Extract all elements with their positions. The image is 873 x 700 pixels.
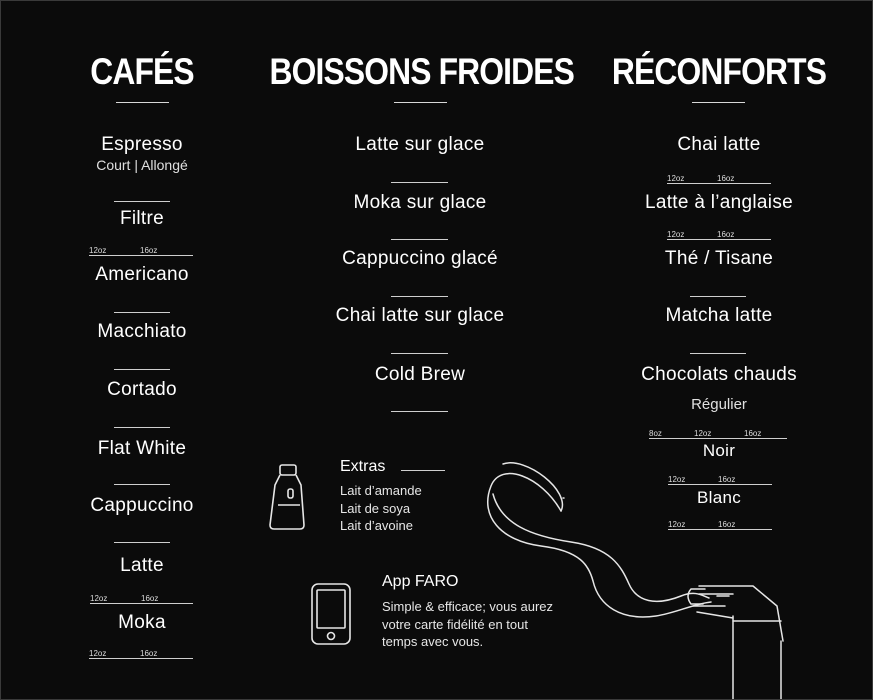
- menu-item-macchiato: Macchiato: [97, 321, 187, 342]
- menu-item-americano: Americano: [95, 264, 189, 285]
- divider: [391, 296, 448, 297]
- menu-item-espresso: Espresso: [101, 134, 183, 155]
- extras-title: Extras: [340, 458, 386, 475]
- menu-item-latte: Latte: [120, 555, 164, 576]
- heading-reconforts: RÉCONFORTS: [611, 51, 827, 92]
- menu-item-cortado: Cortado: [107, 379, 177, 400]
- size-label: 16oz: [718, 520, 736, 529]
- size-options: [667, 174, 771, 184]
- heading-underline: [692, 102, 745, 103]
- size-line: [649, 438, 787, 439]
- menu-item-blanc: Blanc: [696, 488, 742, 507]
- size-label: 16oz: [717, 174, 735, 183]
- size-label: 16oz: [141, 594, 159, 603]
- app-description-line: votre carte fidélité en tout: [382, 617, 528, 632]
- menu-item-the-tisane: Thé / Tisane: [664, 248, 774, 269]
- menu-item-chocolats-chauds: Chocolats chauds: [641, 364, 797, 385]
- size-label: 12oz: [668, 520, 686, 529]
- divider: [114, 542, 170, 543]
- heading-boissons-froides: BOISSONS FROIDES: [269, 51, 574, 92]
- menu-item-subtitle: Court | Allongé: [96, 157, 188, 173]
- app-description-line: temps avec vous.: [382, 634, 484, 649]
- menu-item-moka: Moka: [118, 612, 166, 633]
- size-label: 16oz: [140, 246, 158, 255]
- size-label: 12oz: [694, 429, 712, 438]
- size-label: 16oz: [717, 230, 735, 239]
- size-label: 16oz: [718, 475, 736, 484]
- size-label: 16oz: [140, 649, 158, 658]
- size-label: 12oz: [89, 649, 107, 658]
- size-label: 12oz: [90, 594, 108, 603]
- divider: [114, 201, 170, 202]
- menu-item-cold-brew: Cold Brew: [374, 364, 466, 385]
- menu-item-cappuccino-glace: Cappuccino glacé: [342, 248, 498, 269]
- size-line: [90, 603, 193, 604]
- size-line: [89, 255, 193, 256]
- divider: [391, 353, 448, 354]
- menu-item-moka-sur-glace: Moka sur glace: [353, 192, 487, 213]
- menu-item-latte-sur-glace: Latte sur glace: [355, 134, 485, 155]
- size-label: 8oz: [649, 429, 662, 438]
- size-line: [89, 658, 193, 659]
- divider: [391, 239, 448, 240]
- hand-holding-cup-icon: [471, 456, 791, 700]
- divider: [114, 312, 170, 313]
- menu-item-cappuccino: Cappuccino: [90, 495, 194, 516]
- size-options: [89, 649, 193, 659]
- menu-item-matcha-latte: Matcha latte: [665, 305, 773, 326]
- divider: [690, 353, 746, 354]
- size-label: 16oz: [744, 429, 762, 438]
- phone-icon: [310, 583, 352, 645]
- app-description-line: Simple & efficace; vous aurez: [382, 599, 554, 614]
- size-label: 12oz: [668, 475, 686, 484]
- menu-item-latte-a-l-anglaise: Latte à l’anglaise: [644, 192, 793, 213]
- size-options: [89, 246, 193, 256]
- size-options: [667, 230, 771, 240]
- heading-cafes: CAFÉS: [90, 51, 194, 92]
- menu-item-subtitle: Régulier: [691, 396, 747, 413]
- menu-item-flat-white: Flat White: [97, 438, 187, 459]
- heading-underline: [394, 102, 447, 103]
- size-label: 12oz: [89, 246, 107, 255]
- divider: [690, 296, 746, 297]
- divider: [401, 470, 445, 471]
- menu-item-filtre: Filtre: [119, 208, 165, 229]
- extras-item: Lait d’amande: [340, 483, 422, 498]
- size-options: [649, 429, 787, 439]
- extras-item: Lait de soya: [340, 501, 411, 516]
- extras-item: Lait d’avoine: [340, 518, 413, 533]
- size-options: [90, 594, 193, 604]
- heading-underline: [116, 102, 169, 103]
- divider: [391, 182, 448, 183]
- divider: [114, 427, 170, 428]
- size-line: [667, 239, 771, 240]
- app-title: App FARO: [382, 573, 459, 590]
- menu-item-noir: Noir: [702, 441, 736, 460]
- size-label: 12oz: [667, 230, 685, 239]
- milk-bottle-icon: [266, 461, 310, 533]
- divider: [391, 411, 448, 412]
- size-label: 12oz: [667, 174, 685, 183]
- divider: [114, 484, 170, 485]
- divider: [114, 369, 170, 370]
- menu-item-chai-latte: Chai latte: [677, 134, 761, 155]
- size-line: [667, 183, 771, 184]
- menu-item-chai-latte-sur-glace: Chai latte sur glace: [335, 305, 505, 326]
